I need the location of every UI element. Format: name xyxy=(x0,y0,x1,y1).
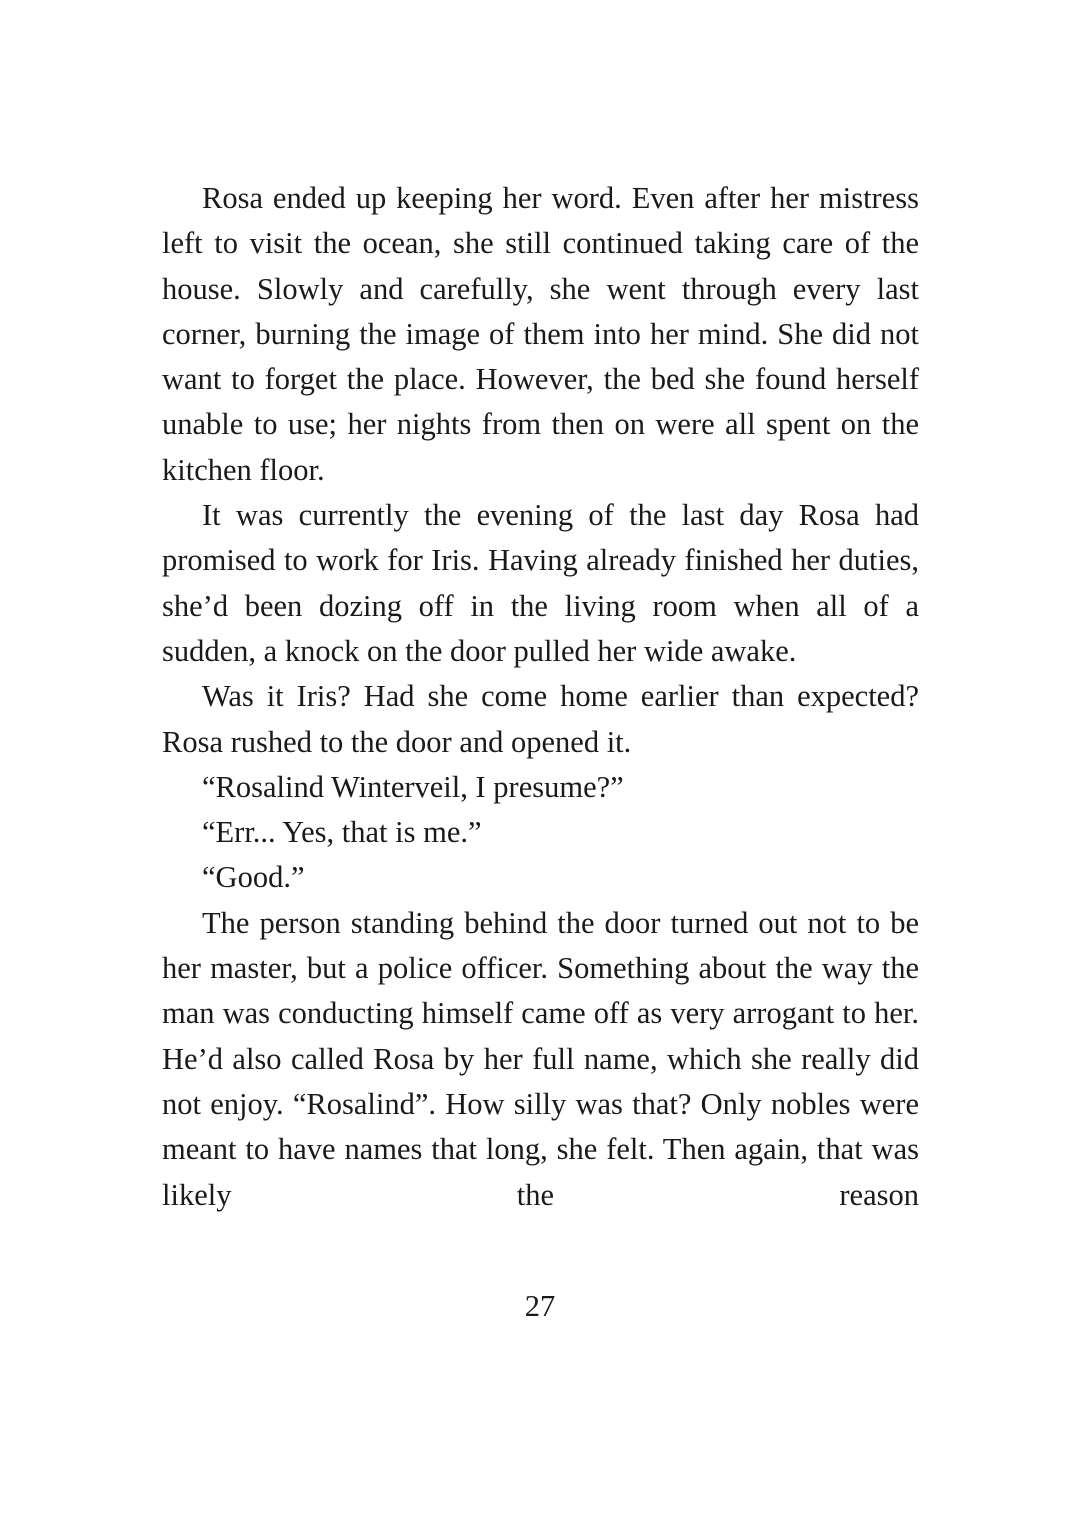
paragraph: Rosa ended up keeping her word. Even after her mistress left to visit the ocean, she still continued taking care of the house. Slowly and carefully, she went through every last corner, burning the image of them into her mind. She did not want to forget the place. However, the bed she found herself unable to use; her nights from then on were all spent on the kitchen floor. xyxy=(162,181,919,487)
paragraph: “Good.” xyxy=(202,860,305,895)
body-text xyxy=(162,176,919,1218)
paragraph: “Err... Yes, that is me.” xyxy=(202,815,482,850)
paragraph: Was it Iris? Had she come home earlier than expected? Rosa rushed to the door and opened it. xyxy=(162,679,919,759)
page-number: 27 xyxy=(524,1289,556,1323)
paragraph: It was currently the evening of the last day Rosa had promised to work for Iris. Having already finished her duties, she’d been dozing off in the living room when all of a sudden, a knock on the door pulled her wide awake. xyxy=(162,498,919,668)
paragraph: “Rosalind Winterveil, I presume?” xyxy=(202,769,624,804)
paragraph: The person standing behind the door turned out not to be her master, but a police officer. Something about the way the man was conducting himself came off as very arrogant to her. He’d also called Rosa by her full name, which she really did not enjoy. “Rosalind”. How silly was that? Only nobles were meant to have names that long, she felt. Then again, that was likely the reason xyxy=(162,905,919,1212)
